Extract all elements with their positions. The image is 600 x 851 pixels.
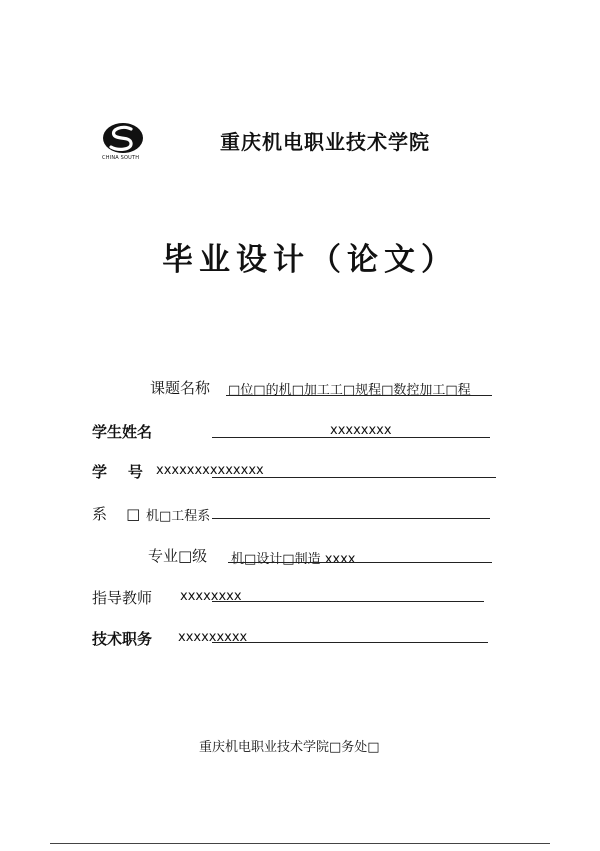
advisor-value: xxxxxxxx (180, 589, 242, 604)
school-name: 重庆机电职业技术学院 (220, 130, 430, 154)
department-value: 机□工程系 (146, 509, 211, 524)
page-title: 毕业设计（论文） (162, 242, 458, 278)
title-rank-underline (212, 642, 488, 643)
topic-underline (226, 395, 492, 396)
advisor-label: 指导教师 (92, 589, 153, 607)
student-name-value: xxxxxxxx (330, 423, 392, 438)
department-label: 系 □ (92, 505, 141, 523)
major-class-underline (228, 562, 492, 563)
department-underline (212, 518, 490, 519)
footer-office: 重庆机电职业技术学院□务处□ (199, 740, 380, 755)
title-rank-value: xxxxxxxxx (178, 630, 248, 645)
student-name-label: 学生姓名 (92, 423, 153, 441)
topic-label: 课题名称 (150, 379, 211, 397)
major-class-value: 机□设计□制造 xxxx (231, 552, 356, 567)
bottom-rule (50, 843, 550, 844)
school-logo-icon (100, 120, 146, 160)
topic-value: □位□的机□加工工□规程□数控加工□程 (228, 383, 471, 398)
student-id-value: xxxxxxxxxxxxxx (156, 463, 264, 478)
student-name-underline (212, 437, 490, 438)
advisor-underline (212, 601, 484, 602)
student-id-label: 学 号 (92, 463, 143, 481)
logo-text: CHINA SOUTH (102, 155, 140, 161)
student-id-underline (212, 477, 496, 478)
major-class-label: 专业□级 (148, 547, 208, 565)
title-rank-label: 技术职务 (92, 630, 153, 648)
